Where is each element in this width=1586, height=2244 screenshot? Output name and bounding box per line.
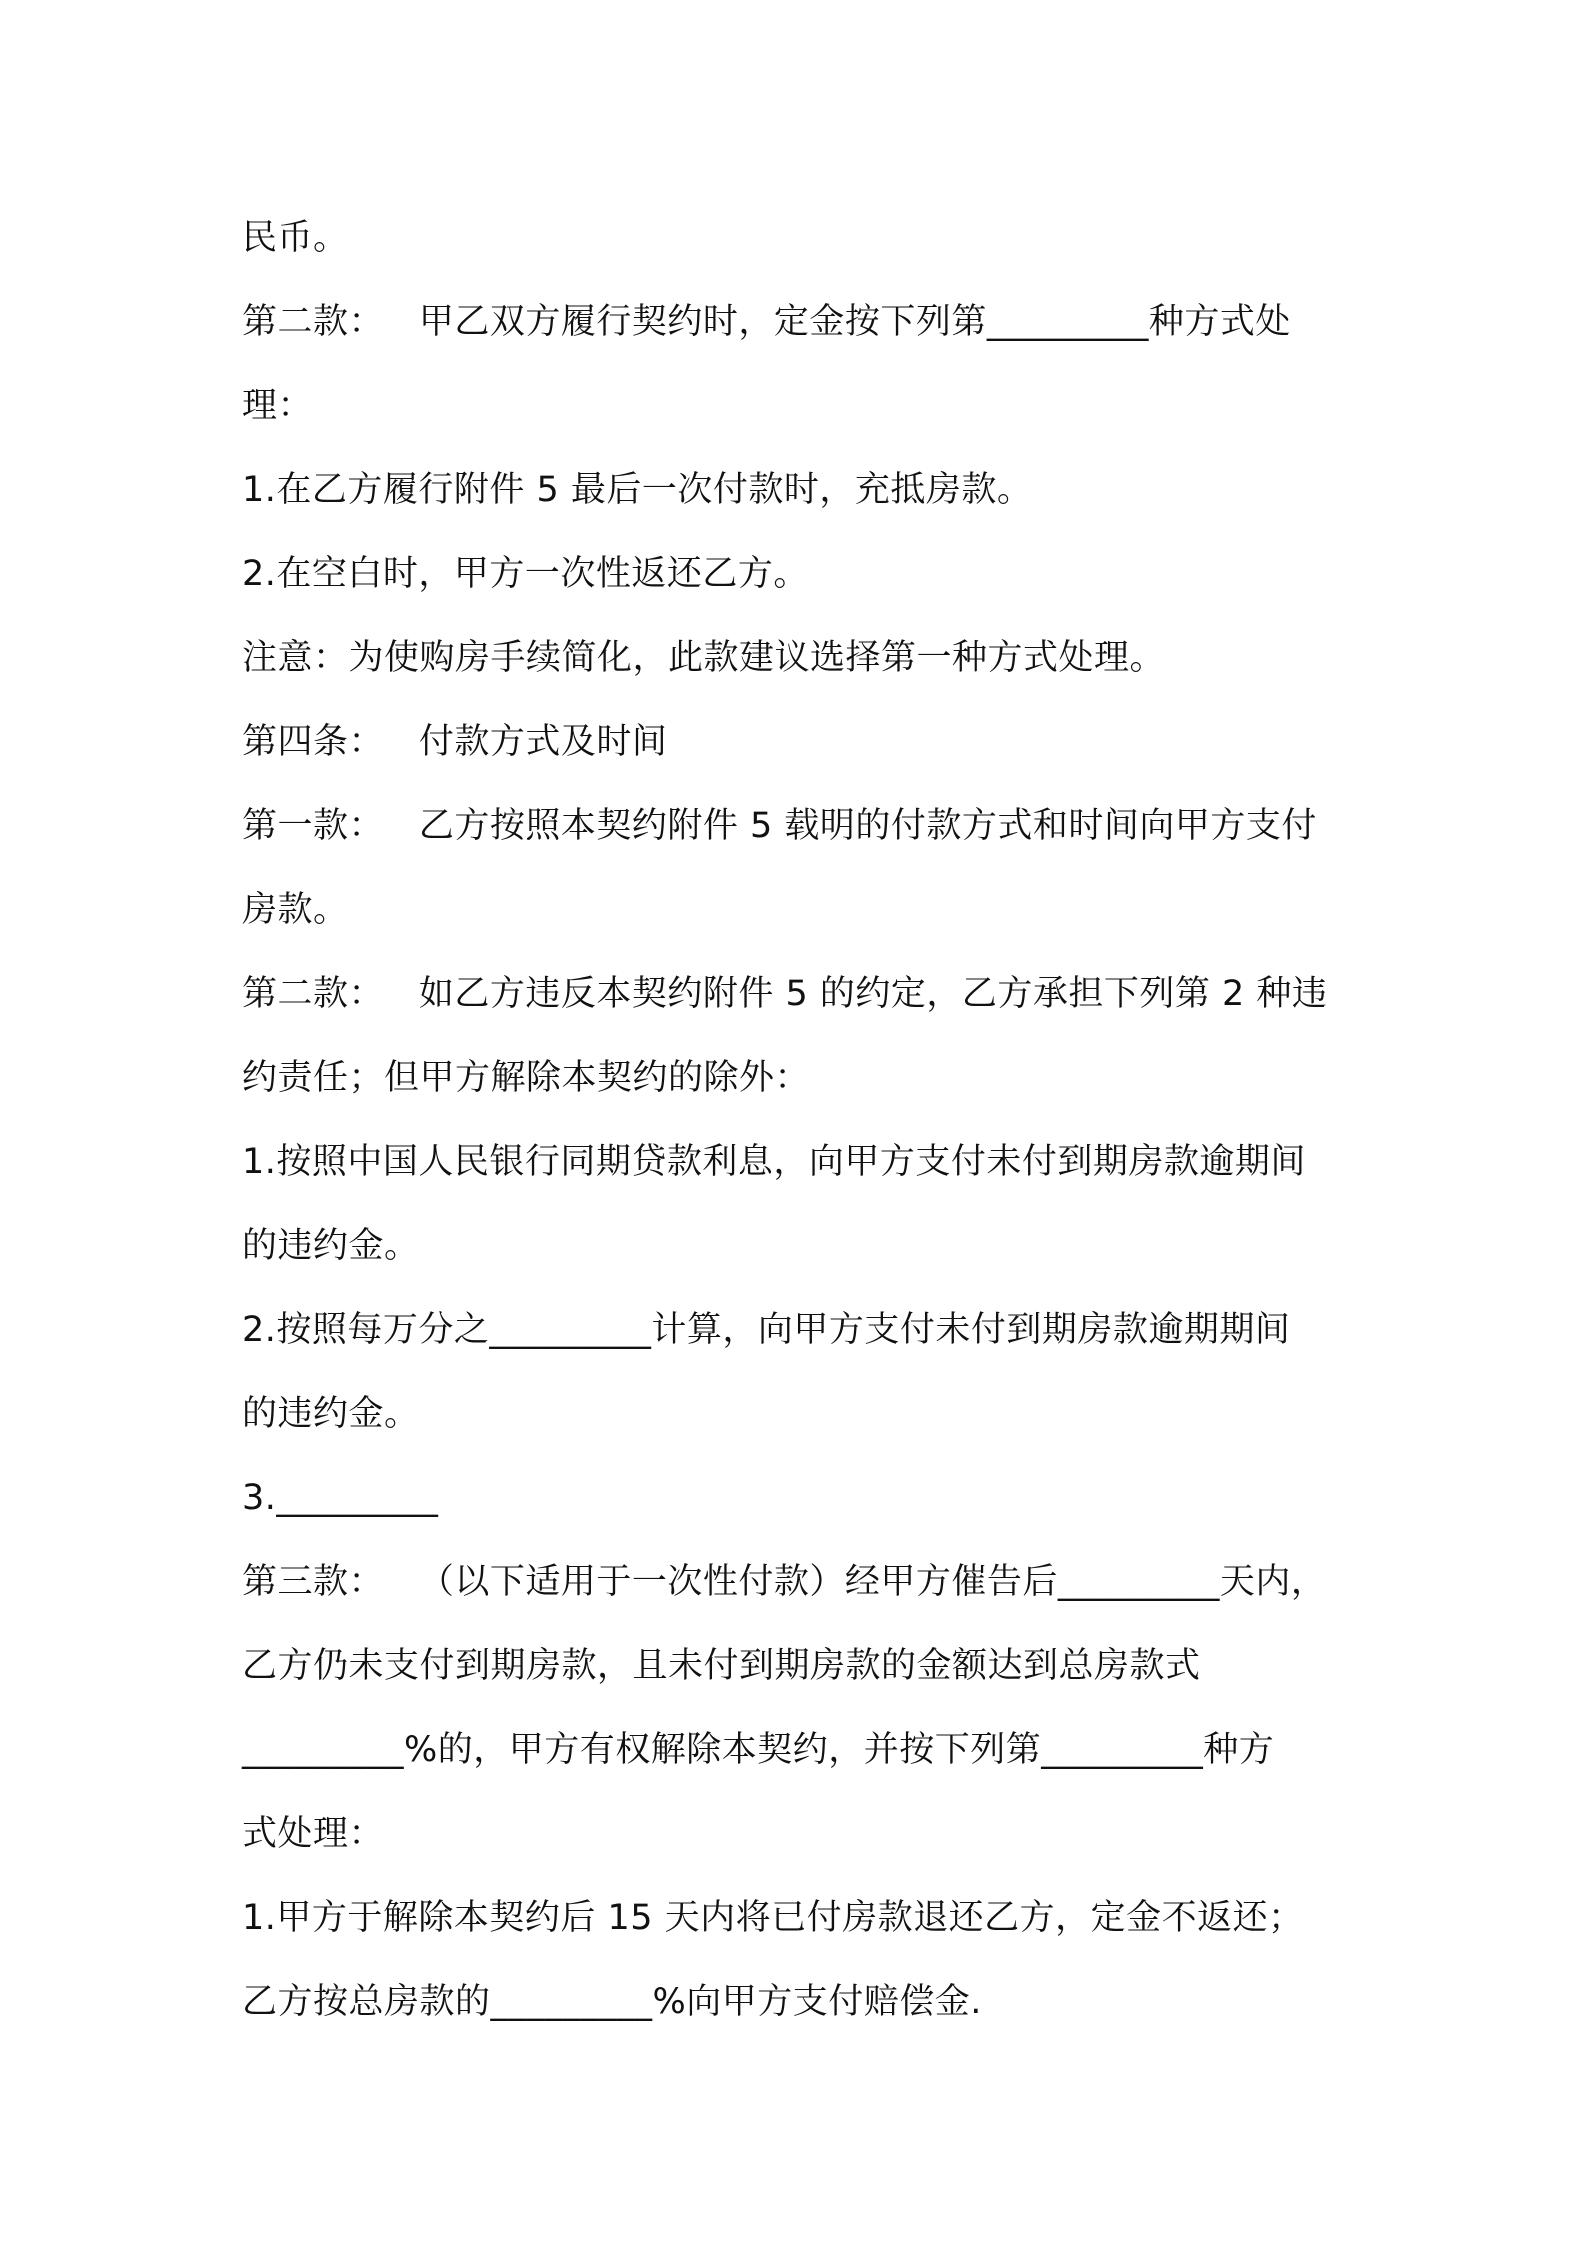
text-line: 民币。 bbox=[242, 218, 349, 258]
text-line: 第一款： 乙方按照本契约附件 5 载明的付款方式和时间向甲方支付 bbox=[242, 806, 1317, 846]
text-line: 2.按照每万分之_________计算，向甲方支付未付到期房款逾期期间 bbox=[242, 1310, 1291, 1350]
text-line: 乙方按总房款的_________%向甲方支付赔偿金. bbox=[242, 1982, 982, 2022]
text-line: 第四条： 付款方式及时间 bbox=[242, 722, 668, 762]
text-line: 2.在空白时，甲方一次性返还乙方。 bbox=[242, 554, 809, 594]
text-line: 第二款： 甲乙双方履行契约时，定金按下列第_________种方式处 bbox=[242, 302, 1291, 342]
text-line: 1.按照中国人民银行同期贷款利息，向甲方支付未付到期房款逾期间 bbox=[242, 1142, 1306, 1182]
text-line: 房款。 bbox=[242, 890, 349, 930]
text-line: 的违约金。 bbox=[242, 1394, 420, 1434]
text-line: 乙方仍未支付到期房款，且未付到期房款的金额达到总房款式 bbox=[242, 1646, 1201, 1686]
text-line: 第三款： （以下适用于一次性付款）经甲方催告后_________天内， bbox=[242, 1562, 1327, 1602]
text-line: 第二款： 如乙方违反本契约附件 5 的约定，乙方承担下列第 2 种违 bbox=[242, 974, 1328, 1014]
text-line: 理： bbox=[242, 386, 314, 426]
text-line: _________%的，甲方有权解除本契约，并按下列第_________种方 bbox=[242, 1730, 1275, 1770]
text-line: 式处理： bbox=[242, 1814, 385, 1854]
text-line: 1.甲方于解除本契约后 15 天内将已付房款退还乙方，定金不返还； bbox=[242, 1898, 1304, 1938]
contract-text bbox=[242, 196, 1362, 2044]
text-line: 约责任；但甲方解除本契约的除外： bbox=[242, 1058, 811, 1098]
text-line: 3._________ bbox=[242, 1478, 439, 1518]
text-line: 1.在乙方履行附件 5 最后一次付款时，充抵房款。 bbox=[242, 470, 1033, 510]
text-line: 注意：为使购房手续简化，此款建议选择第一种方式处理。 bbox=[242, 638, 1166, 678]
text-line: 的违约金。 bbox=[242, 1226, 420, 1266]
